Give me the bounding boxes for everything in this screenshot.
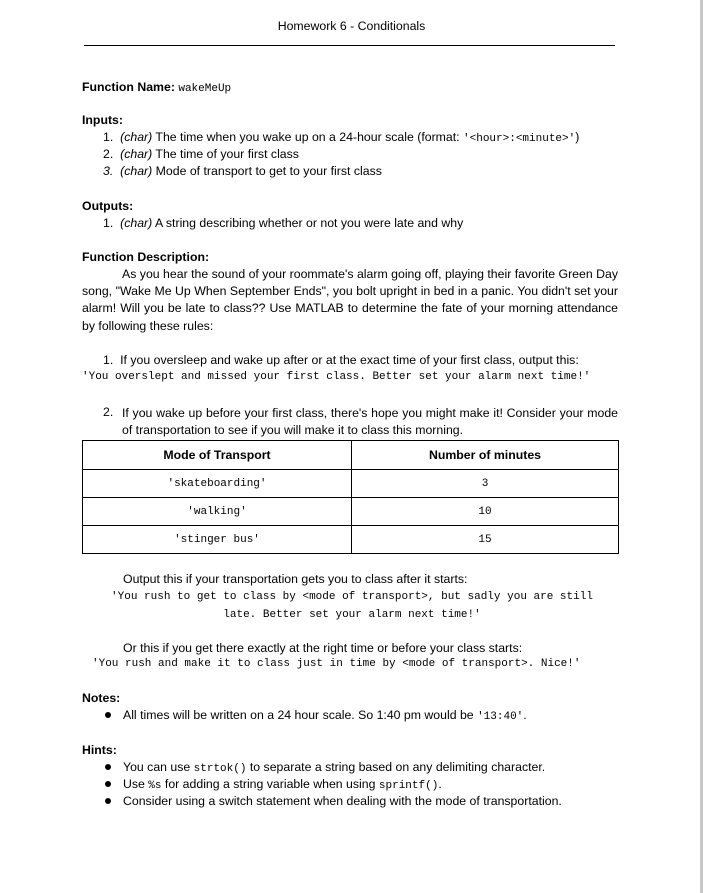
hint-item-1-code: strtok() [193,763,247,775]
hint-item-2-code: %s [148,780,162,792]
table-row [83,526,619,554]
hints-heading: Hints: [82,743,117,757]
note-item-1-after: . [523,708,527,722]
header-divider [84,45,615,46]
table-cell-mode: 'skateboarding' [83,470,352,498]
hint-item-2-after: for adding a string variable when using [161,777,379,791]
output-item-1-type: (char) [120,216,153,230]
page-header: Homework 6 - Conditionals [277,19,426,33]
transport-table [82,440,619,554]
hint-item-3 [123,794,562,808]
bullet-icon [105,712,111,718]
table-header-row [83,441,619,470]
rule-2-number: 2. [103,405,114,419]
note-item-1-code: '13:40' [477,711,524,723]
table-row [83,470,619,498]
hint-item-2-after-2: . [438,777,442,791]
hint-item-2-code-2: sprintf() [378,780,439,792]
output-item-1-text: A string describing whether or not you were late and why [152,216,464,230]
late-intro: Output this if your transportation gets you to class after it starts: [123,572,468,586]
rule-1-output: 'You overslept and missed your first class. Better set your alarm next time!' [82,371,591,383]
rule-1-number: 1. [103,353,114,367]
rule-1 [103,353,579,367]
table-header-mode: Mode of Transport [83,441,352,470]
hint-item-3-text: Consider using a switch statement when dealing with the mode of transportation. [123,794,562,808]
input-item-1-text: The time when you wake up on a 24-hour scale (format: [152,130,464,144]
table-cell-minutes: 10 [352,498,619,526]
output-item-1 [103,216,463,230]
inputs-heading: Inputs: [82,113,123,127]
table-cell-mode: 'stinger bus' [83,526,352,554]
input-item-3 [103,164,382,178]
table-cell-mode: 'walking' [83,498,352,526]
ontime-output: 'You rush and make it to class just in time by <mode of transport>. Nice!' [92,658,581,670]
input-item-3-type: (char) [120,164,153,178]
ontime-intro: Or this if you get there exactly at the right time or before your class starts: [123,641,523,655]
outputs-heading: Outputs: [82,199,134,213]
input-item-1-number: 1. [103,130,114,144]
hint-item-1-before: You can use [123,760,194,774]
input-item-3-text: Mode of transport to get to your first class [152,164,382,178]
input-item-1 [103,130,579,145]
input-item-1-type: (char) [120,130,153,144]
note-item-1 [123,708,527,723]
hint-item-1 [123,760,545,775]
hint-item-2 [123,777,442,792]
function-name-value: wakeMeUp [178,83,232,95]
output-item-1-number: 1. [103,216,114,230]
table-header-minutes: Number of minutes [352,441,619,470]
rule-1-text: If you oversleep and wake up after or at the exact time of your first class, output this: [120,353,579,367]
input-item-2 [103,147,299,161]
input-item-2-number: 2. [103,147,114,161]
note-item-1-text: All times will be written on a 24 hour scale. So 1:40 pm would be [123,708,478,722]
input-item-2-text: The time of your first class [152,147,299,161]
input-item-1-after: ) [575,130,580,144]
rule-2-text: If you wake up before your first class, there's hope you might make it! Consider your mode of transportation to see if you will make it to class this morning. [122,406,618,438]
table-cell-minutes: 3 [352,470,619,498]
bullet-icon [105,764,111,770]
function-name-label: Function Name: [82,80,175,94]
input-item-2-type: (char) [120,147,153,161]
description-heading: Function Description: [82,250,210,264]
description-paragraph: As you hear the sound of your roommate's alarm going off, playing their favorite Green Day song, "Wake Me Up When September Ends", you bolt upright in bed in a panic. You didn't set your alarm! Will you be late to class?? Use MATLAB to determine the fate of your morning attendance by following these rules: [82,267,618,333]
late-output-line-1: 'You rush to get to class by <mode of transport>, but sadly you are still [111,591,593,603]
hint-item-1-after: to separate a string based on any delimiting character. [246,760,546,774]
bullet-icon [105,781,111,787]
table-cell-minutes: 15 [352,526,619,554]
late-output [82,589,622,624]
table-row [83,498,619,526]
function-name-line [82,80,231,95]
late-output-line-2: late. Better set your alarm next time!' [223,608,481,621]
notes-heading: Notes: [82,691,121,705]
input-item-1-code: '<hour>:<minute>' [463,133,576,145]
hint-item-2-before: Use [123,777,149,791]
bullet-icon [105,798,111,804]
input-item-3-number: 3. [103,164,114,178]
